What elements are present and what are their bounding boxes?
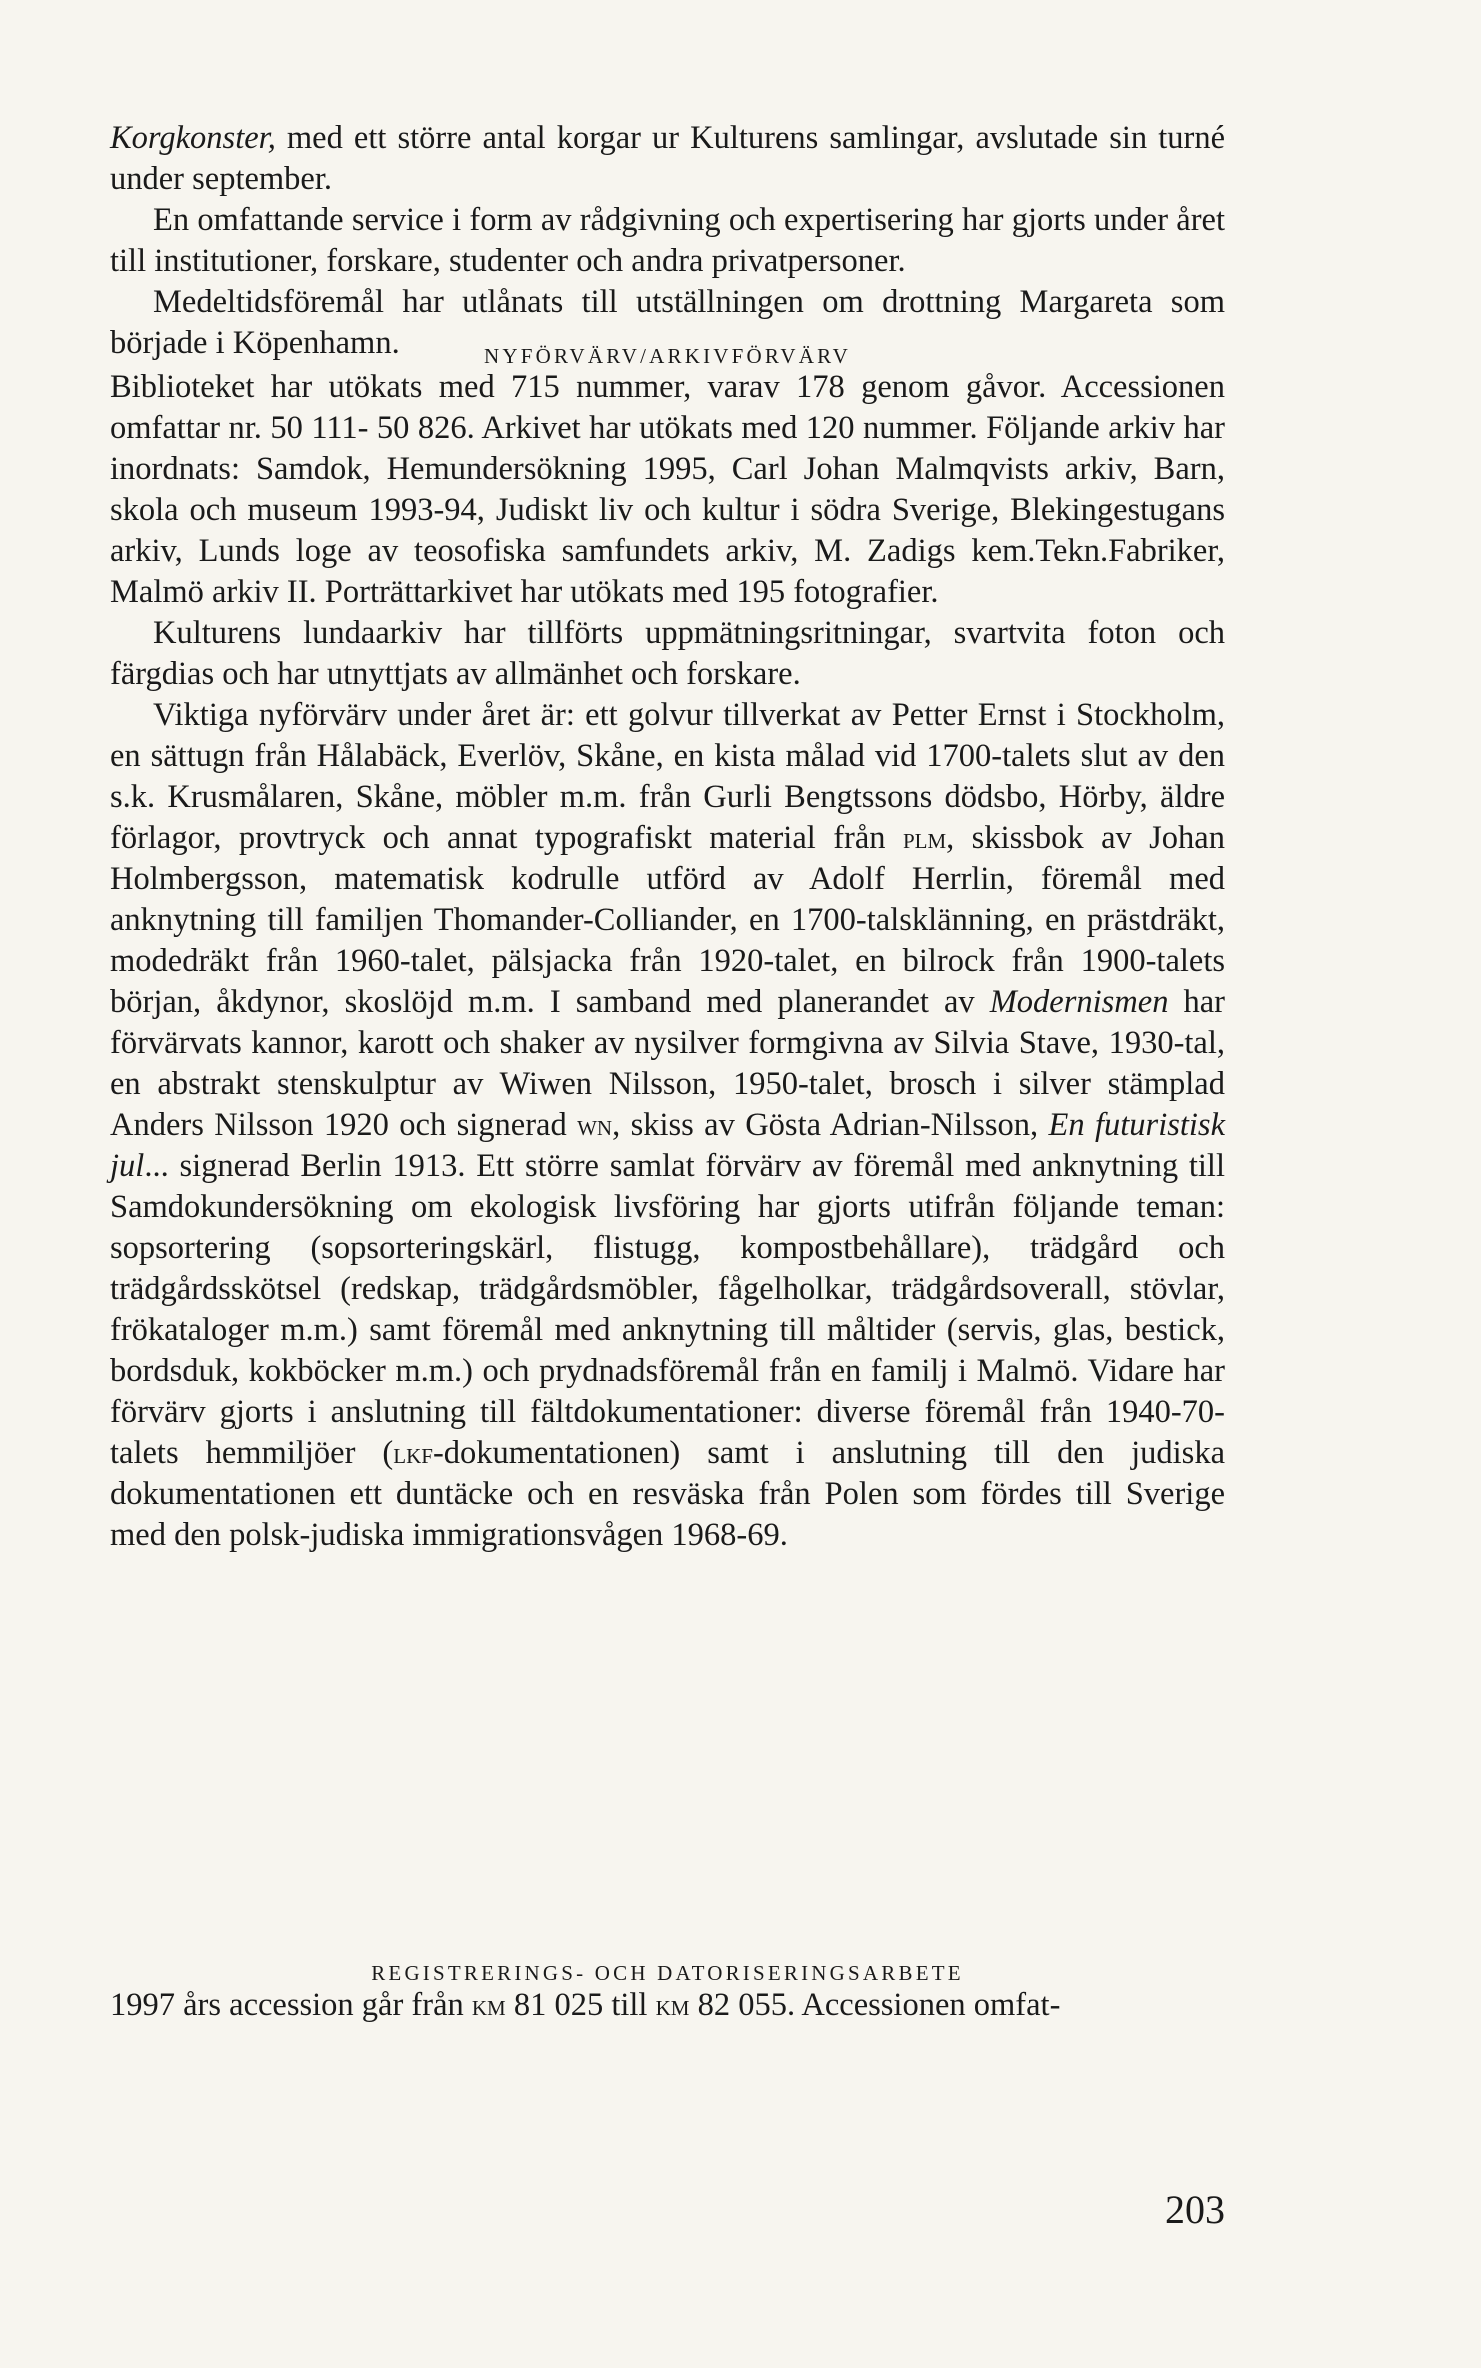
paragraph-text: med ett större antal korgar ur Kulturens samlingar, avslutade sin turné under september.	[110, 120, 1225, 197]
abbreviation: km	[471, 1989, 506, 2022]
abbreviation: plm	[902, 822, 947, 855]
paragraph-text: , skiss av Gösta Adrian-Nilsson,	[612, 1107, 1049, 1143]
paragraph: En omfattande service i form av rådgivning och expertisering har gjorts under året till institutioner, forskare, studenter och andra privatpersoner.	[110, 202, 1225, 279]
paragraph-text: , skissbok av Johan Holmbergsson, matematisk kodrulle utförd av Adolf Herrlin, föremål med anknytning till familjen Thomander-Colliander, en 1700-talsklänning, en prästdräkt, modedräkt från 1960-talet, pälsjacka från 1920-talet, en bilrock från 1900-talets början, åkdynor, skoslöjd m.m. I samband med planerandet av	[110, 820, 1225, 1020]
paragraph	[110, 1985, 1225, 2026]
paragraph: Biblioteket har utökats med 715 nummer, varav 178 genom gåvor. Accessionen omfattar nr. 50 111- 50 826. Arkivet har utökats med 120 nummer. Följande arkiv har inordnats: Samdok, Hemundersökning 1995, Carl Johan Malmqvists arkiv, Barn, skola och museum 1993-94, Judiskt liv och kultur i södra Sverige, Blekingestugans arkiv, Lunds loge av teosofiska samfundets arkiv, M. Zadigs kem.Tekn.Fabriker, Malmö arkiv II. Porträttarkivet har utökats med 195 fotografier.	[110, 369, 1225, 610]
paragraph: Kulturens lundaarkiv har tillförts uppmätningsritningar, svartvita foton och färgdias och har utnyttjats av allmänhet och forskare.	[110, 615, 1225, 692]
section-body	[110, 1985, 1225, 2026]
italic-title: En futuristisk jul	[110, 1107, 1226, 1184]
paragraph-text: 82 055. Accessionen omfat-	[689, 1987, 1061, 2023]
page-number: 203	[1165, 2187, 1225, 2232]
abbreviation: km	[655, 1989, 690, 2022]
section-heading: NYFÖRVÄRV/ARKIVFÖRVÄRV	[483, 344, 852, 368]
paragraph-text: -dokumentationen) samt i anslutning till den judiska dokumentationen ett duntäcke och en resväska från Polen som fördes till Sverige med den polsk-judiska immigrationsvågen 1968-69.	[110, 1435, 1225, 1553]
paragraph: Medeltidsföremål har utlånats till utställningen om drottning Margareta som började i Köpenhamn.	[110, 284, 1225, 361]
paragraph-text: 1997 års accession går från	[110, 1987, 472, 2023]
paragraph-text: 81 025 till	[505, 1987, 656, 2023]
paragraph-text: ... signerad Berlin 1913. Ett större samlat förvärv av föremål med anknytning till Samdokundersökning om ekologisk livsföring har gjorts utifrån följande teman: sopsortering (sopsorteringskärl, flistugg, kompostbehållare), trädgård och trädgårdsskötsel (redskap, trädgårdsmöbler, fågelholkar, trädgårdsoverall, stövlar, frökataloger m.m.) samt föremål med anknytning till måltider (servis, glas, bestick, bordsduk, kokböcker m.m.) och prydnadsföremål från en familj i Malmö. Vidare har förvärv gjorts i anslutning till fältdokumentationer: diverse föremål från 1940-70-talets hemmiljöer (	[110, 1148, 1225, 1471]
section-body	[110, 367, 1225, 1556]
paragraph	[110, 118, 1225, 200]
paragraph-text: Viktiga nyförvärv under året är: ett golvur tillverkat av Petter Ernst i Stockholm, en sättugn från Hålabäck, Everlöv, Skåne, en kista målad vid 1700-talets slut av den s.k. Krusmålaren, Skåne, möbler m.m. från Gurli Bengtssons dödsbo, Hörby, äldre förlagor, provtryck och annat typografiskt material från	[110, 697, 1225, 856]
italic-title: Korgkonster,	[110, 120, 276, 156]
abbreviation: wn	[577, 1109, 613, 1142]
paragraph-text: har förvärvats kannor, karott och shaker av nysilver formgivna av Silvia Stave, 1930-tal, en abstrakt stenskulptur av Wiwen Nilsson, 1950-talet, brosch i silver stämplad Anders Nilsson 1920 och signerad	[110, 984, 1226, 1143]
abbreviation: lkf	[393, 1437, 433, 1470]
section-heading: REGISTRERINGS- OCH DATORISERINGSARBETE	[371, 1961, 964, 1985]
intro-text	[110, 118, 1225, 364]
italic-title: Modernismen	[989, 984, 1169, 1020]
paragraph	[110, 695, 1225, 1556]
